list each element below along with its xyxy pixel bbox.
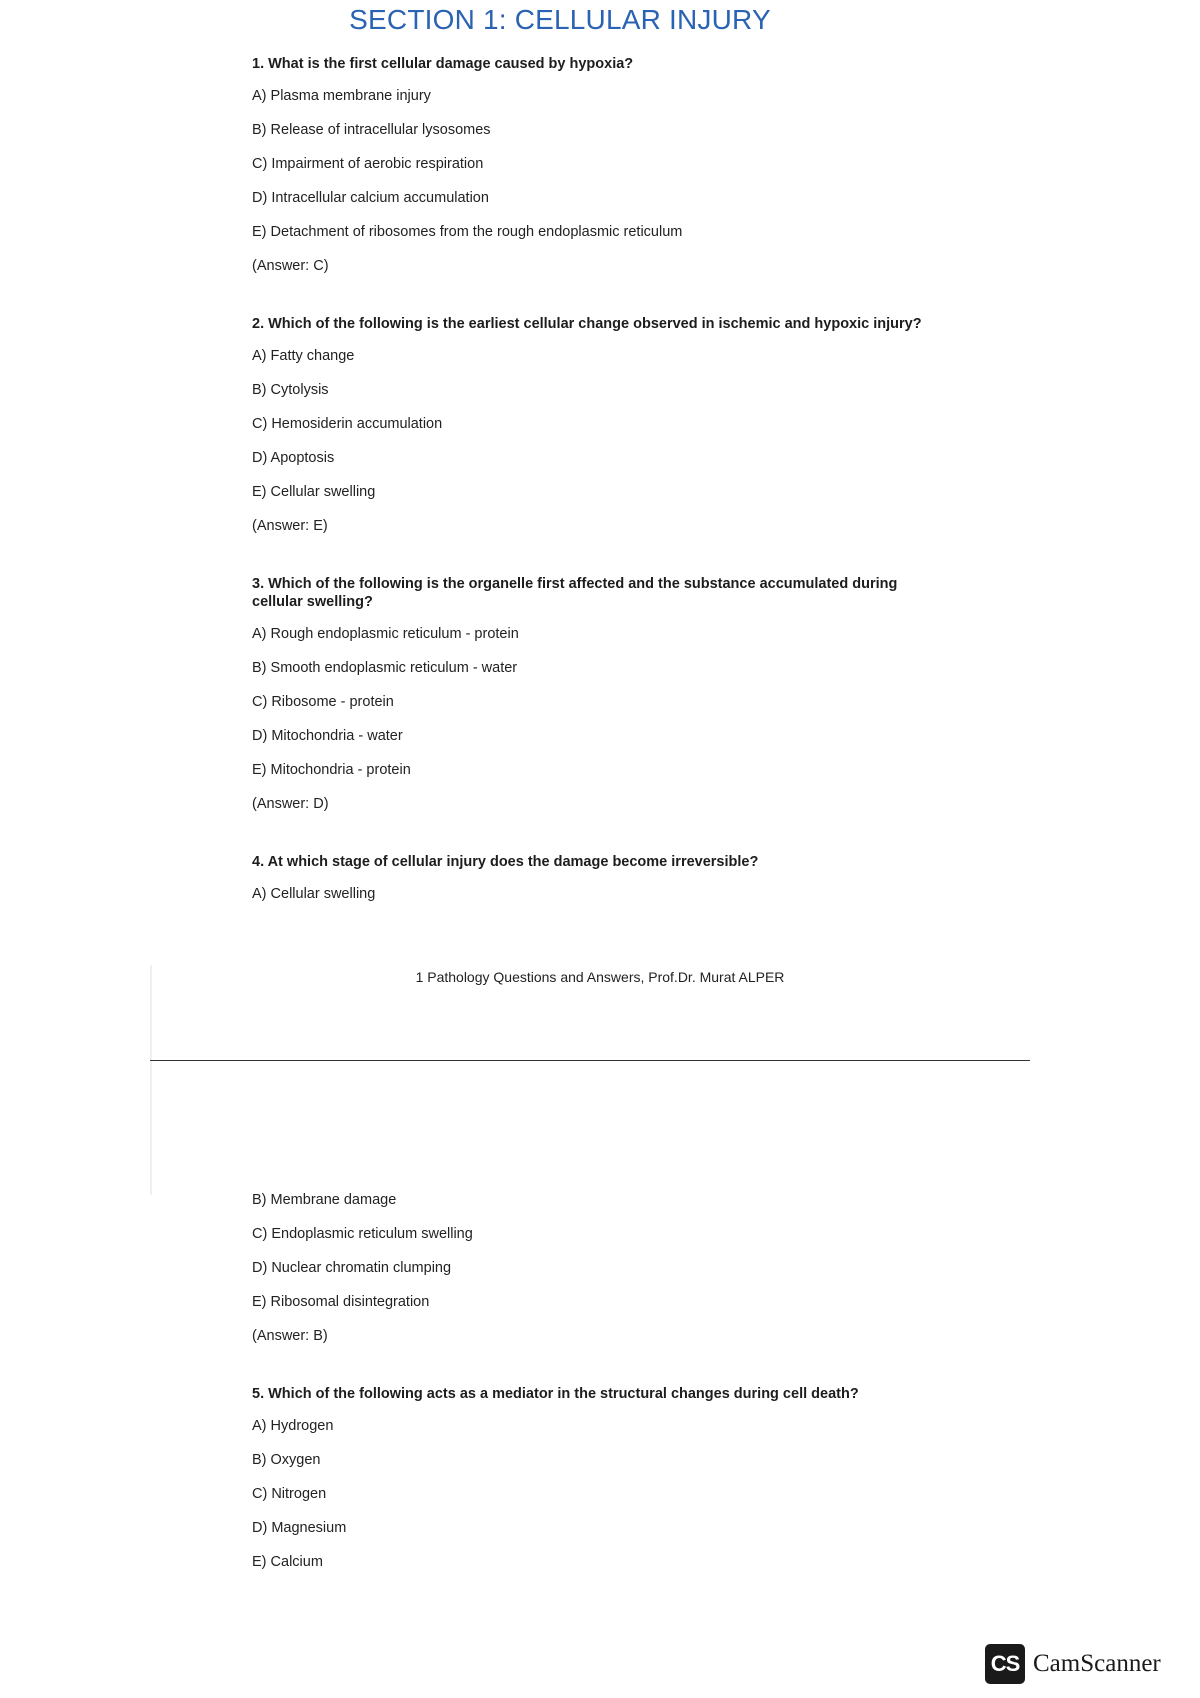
- answer: (Answer: C): [252, 258, 329, 274]
- scan-edge: [150, 965, 152, 1195]
- option: A) Hydrogen: [252, 1418, 334, 1434]
- option: B) Oxygen: [252, 1452, 321, 1468]
- option: D) Nuclear chromatin clumping: [252, 1260, 452, 1276]
- option: C) Endoplasmic reticulum swelling: [252, 1226, 473, 1242]
- page-1-content: [252, 55, 952, 919]
- camscanner-logo: [985, 1644, 1161, 1684]
- option: D) Mitochondria - water: [252, 728, 403, 744]
- answer: (Answer: E): [252, 518, 328, 534]
- question-3: [252, 575, 952, 813]
- camscanner-name: CamScanner: [1033, 1650, 1161, 1677]
- option: E) Detachment of ribosomes from the rough endoplasmic reticulum: [252, 224, 683, 240]
- option: B) Smooth endoplasmic reticulum - water: [252, 660, 518, 676]
- answer: (Answer: B): [252, 1328, 328, 1344]
- option: C) Ribosome - protein: [252, 694, 394, 710]
- section-title: SECTION 1: CELLULAR INJURY: [349, 4, 771, 35]
- option: A) Fatty change: [252, 348, 355, 364]
- option: C) Nitrogen: [252, 1486, 327, 1502]
- question-text: 5. Which of the following acts as a mediator in the structural changes during cell death?: [252, 1386, 859, 1402]
- option: A) Cellular swelling: [252, 886, 376, 902]
- question-4: [252, 853, 952, 903]
- question-2: [252, 315, 952, 535]
- option: A) Rough endoplasmic reticulum - protein: [252, 626, 519, 642]
- option: E) Ribosomal disintegration: [252, 1294, 430, 1310]
- option: B) Cytolysis: [252, 382, 329, 398]
- question-5: [252, 1385, 952, 1571]
- option: E) Calcium: [252, 1554, 323, 1570]
- question-1: [252, 55, 952, 275]
- option: B) Membrane damage: [252, 1192, 397, 1208]
- camscanner-icon: CS: [985, 1644, 1025, 1684]
- option: D) Intracellular calcium accumulation: [252, 190, 489, 206]
- option: D) Apoptosis: [252, 450, 335, 466]
- option: E) Cellular swelling: [252, 484, 376, 500]
- option: B) Release of intracellular lysosomes: [252, 122, 491, 138]
- question-text: 4. At which stage of cellular injury does the damage become irreversible?: [252, 854, 759, 870]
- page-2-content: [252, 1191, 952, 1587]
- question-text: 3. Which of the following is the organelle first affected and the substance accumulated during cellular swelling?: [252, 576, 898, 610]
- question-text: 2. Which of the following is the earliest cellular change observed in ischemic and hypoxic injury?: [252, 316, 922, 332]
- option: A) Plasma membrane injury: [252, 88, 431, 104]
- option: C) Impairment of aerobic respiration: [252, 156, 484, 172]
- question-text: 1. What is the first cellular damage caused by hypoxia?: [252, 56, 634, 72]
- option: C) Hemosiderin accumulation: [252, 416, 443, 432]
- answer: (Answer: D): [252, 796, 329, 812]
- page-divider: [150, 1060, 1030, 1061]
- question-4-continued: [252, 1191, 952, 1345]
- option: E) Mitochondria - protein: [252, 762, 411, 778]
- page-footer: 1 Pathology Questions and Answers, Prof.Dr. Murat ALPER: [415, 969, 785, 985]
- option: D) Magnesium: [252, 1520, 347, 1536]
